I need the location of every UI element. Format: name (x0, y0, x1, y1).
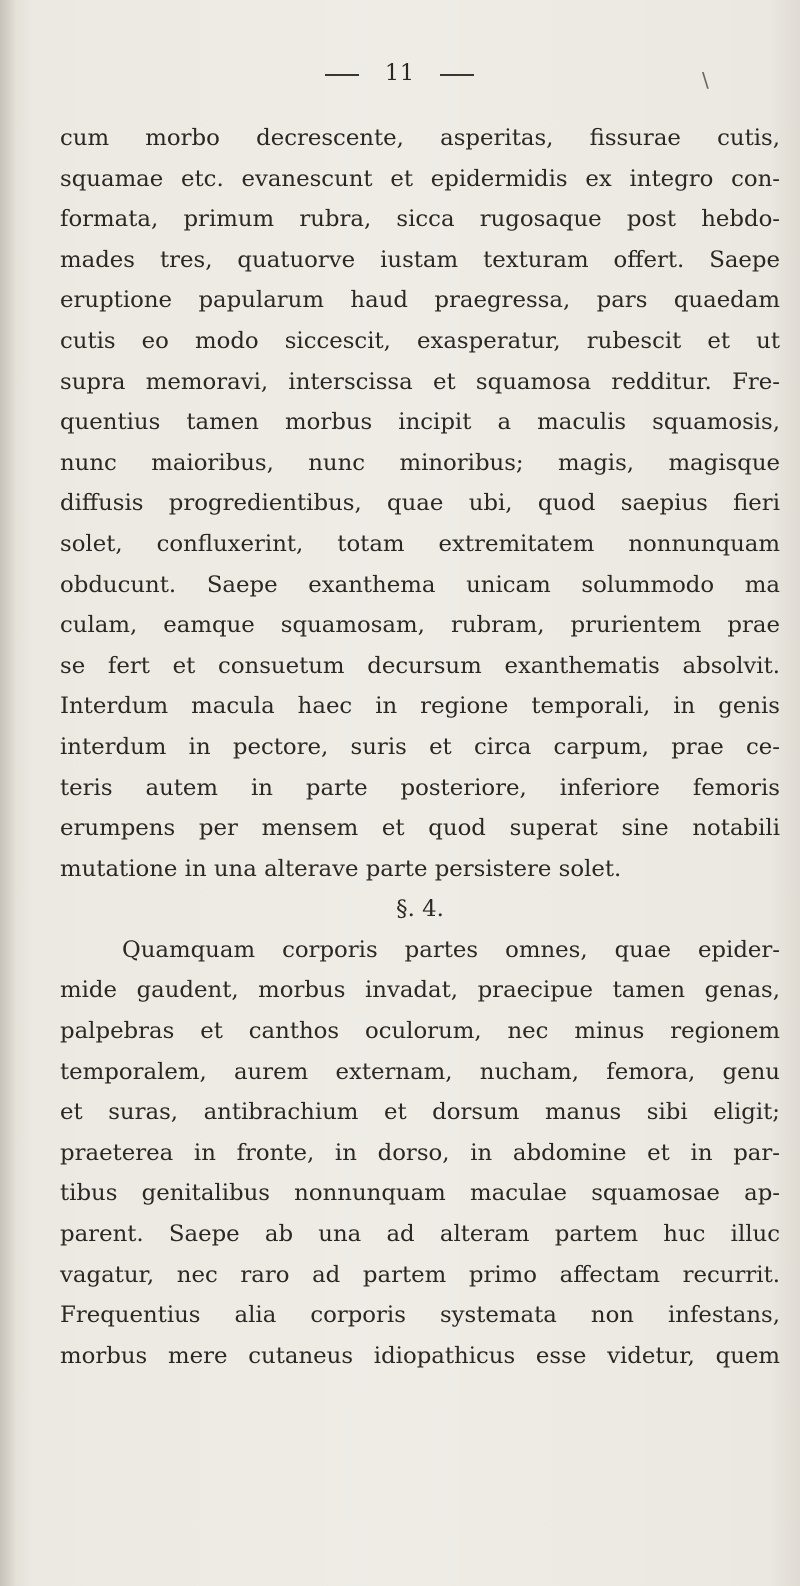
text-line: formata, primum rubra, sicca rugosaque post hebdo- (60, 206, 780, 233)
section-heading: §. 4. (396, 896, 444, 923)
text-line: supra memoravi, interscissa et squamosa redditur. Fre- (60, 368, 780, 395)
text-line: cum morbo decrescente, asperitas, fissurae cutis, (60, 125, 780, 151)
text-line: mutatione in una alterave parte persistere solet. (60, 855, 622, 882)
text-line: solet, confluxerint, totam extremitatem nonnunquam (60, 530, 780, 557)
header-rule-right (440, 74, 474, 76)
text-line: parent. Saepe ab una ad alteram partem huc illuc (60, 1221, 780, 1248)
text-line: nunc maioribus, nunc minoribus; magis, magisque (60, 449, 780, 476)
text-line: mide gaudent, morbus invadat, praecipue tamen genas, (60, 977, 780, 1004)
text-line: interdum in pectore, suris et circa carpum, prae ce- (60, 733, 780, 760)
text-line: et suras, antibrachium et dorsum manus sibi eligit; (60, 1099, 780, 1126)
text-line: obducunt. Saepe exanthema unicam solummodo ma (60, 571, 780, 598)
text-line: squamae etc. evanescunt et epidermidis ex integro con- (60, 165, 780, 192)
text-line: cutis eo modo siccescit, exasperatur, rubescit et ut (60, 327, 780, 354)
header-rule-left (325, 74, 359, 76)
text-line: diffusis progredientibus, quae ubi, quod saepius fieri (60, 490, 780, 517)
text-line: Interdum macula haec in regione temporali, in genis (60, 693, 780, 720)
text-line: teris autem in parte posteriore, inferiore femoris (60, 774, 780, 801)
page-header (0, 60, 800, 90)
text-line: Quamquam corporis partes omnes, quae epider- (122, 936, 780, 963)
corner-mark: \ (702, 68, 709, 92)
text-line: temporalem, aurem externam, nucham, femora, genu (60, 1058, 780, 1085)
text-line: erumpens per mensem et quod superat sine notabili (60, 815, 780, 842)
text-line: mades tres, quatuorve iustam texturam offert. Saepe (60, 246, 780, 273)
body-text (60, 118, 780, 1376)
text-line: culam, eamque squamosam, rubram, prurientem prae (60, 612, 780, 639)
text-line: vagatur, nec raro ad partem primo affectam recurrit. (60, 1261, 780, 1288)
text-line: se fert et consuetum decursum exanthematis absolvit. (60, 652, 780, 679)
text-line: Frequentius alia corporis systemata non infestans, (60, 1302, 780, 1329)
text-line: morbus mere cutaneus idiopathicus esse videtur, quem (60, 1342, 780, 1369)
text-line: tibus genitalibus nonnunquam maculae squamosae ap- (60, 1180, 780, 1207)
page-edge-shadow (0, 0, 16, 1586)
page-number: 11 (385, 61, 415, 86)
text-line: palpebras et canthos oculorum, nec minus regionem (60, 1018, 780, 1045)
text-line: quentius tamen morbus incipit a maculis squamosis, (60, 409, 780, 436)
text-line: praeterea in fronte, in dorso, in abdomine et in par- (60, 1139, 780, 1166)
text-line: eruptione papularum haud praegressa, pars quaedam (60, 287, 780, 314)
